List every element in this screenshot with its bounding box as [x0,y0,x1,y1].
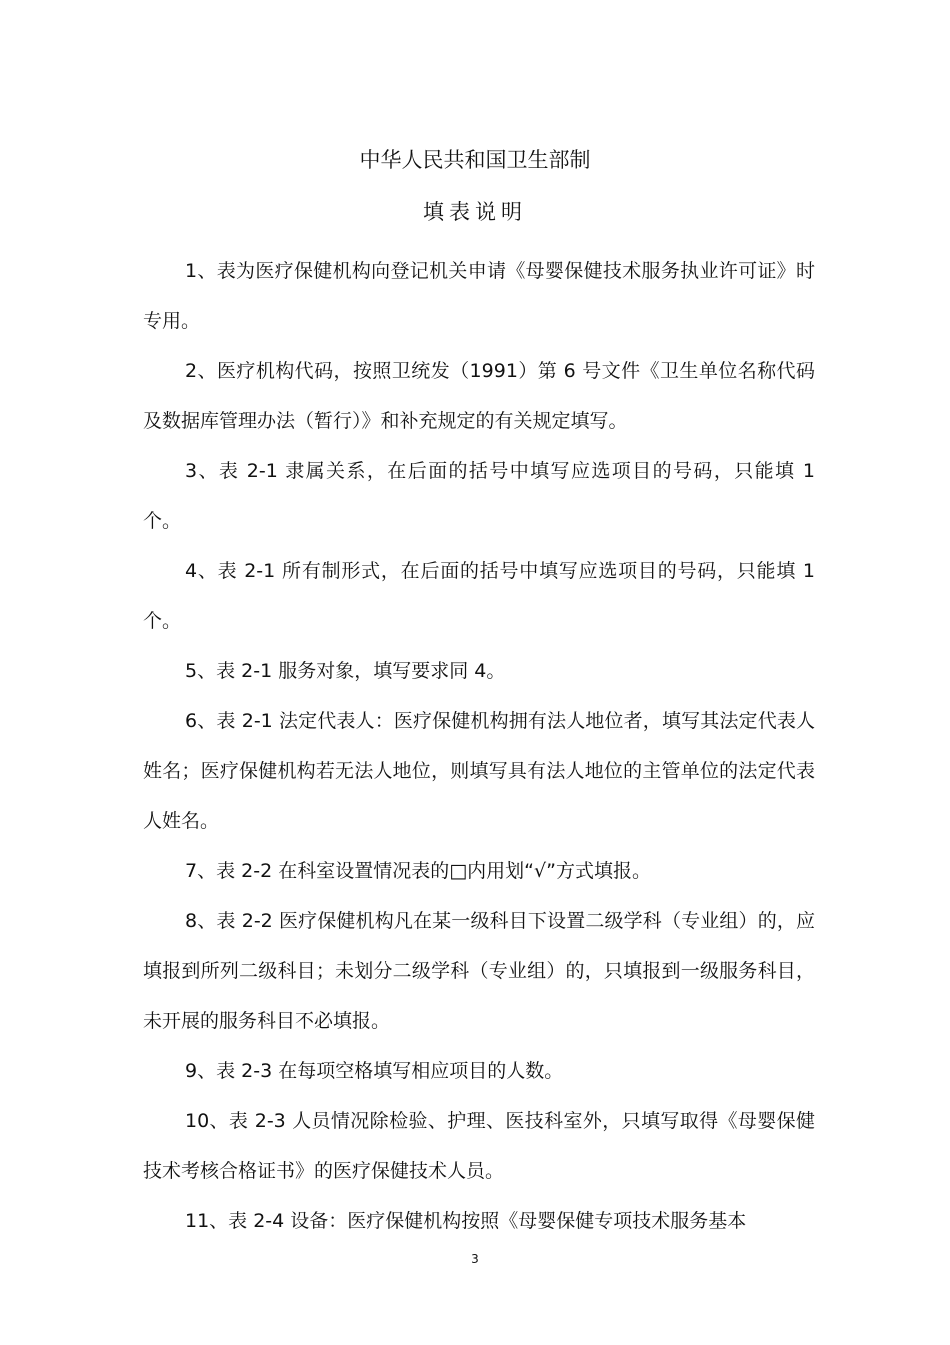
instruction-item-7: 7、表 2-2 在科室设置情况表的□内用划“√”方式填报。 [185,860,651,882]
issuer-line: 中华人民共和国卫生部制 [359,148,591,172]
instruction-item-5: 5、表 2-1 服务对象，填写要求同 4。 [185,660,506,682]
instruction-item-9: 9、表 2-3 在每项空格填写相应项目的人数。 [185,1060,564,1082]
document-title: 填表说明 [423,200,527,224]
page-number: 3 [471,1252,479,1266]
instructions-body [143,246,815,1246]
instruction-item-2: 2、医疗机构代码，按照卫统发（1991）第 6 号文件《卫生单位名称代码及数据库管理办法（暂行）》和补充规定的有关规定填写。 [143,360,815,432]
instruction-item-11: 11、表 2-4 设备：医疗保健机构按照《母婴保健专项技术服务基本 [185,1210,747,1232]
instruction-item-1: 1、表为医疗保健机构向登记机关申请《母婴保健技术服务执业许可证》时专用。 [143,260,815,332]
instruction-item-8: 8、表 2-2 医疗保健机构凡在某一级科目下设置二级学科（专业组）的，应填报到所列二级科目；未划分二级学科（专业组）的，只填报到一级服务科目，未开展的服务科目不必填报。 [143,910,815,1032]
instruction-item-6: 6、表 2-1 法定代表人：医疗保健机构拥有法人地位者，填写其法定代表人姓名；医疗保健机构若无法人地位，则填写具有法人地位的主管单位的法定代表人姓名。 [143,710,815,832]
instruction-item-3: 3、表 2-1 隶属关系，在后面的括号中填写应选项目的号码，只能填 1 个。 [143,460,815,532]
instruction-item-4: 4、表 2-1 所有制形式，在后面的括号中填写应选项目的号码，只能填 1 个。 [143,560,815,632]
instruction-item-10: 10、表 2-3 人员情况除检验、护理、医技科室外，只填写取得《母婴保健技术考核合格证书》的医疗保健技术人员。 [143,1110,815,1182]
